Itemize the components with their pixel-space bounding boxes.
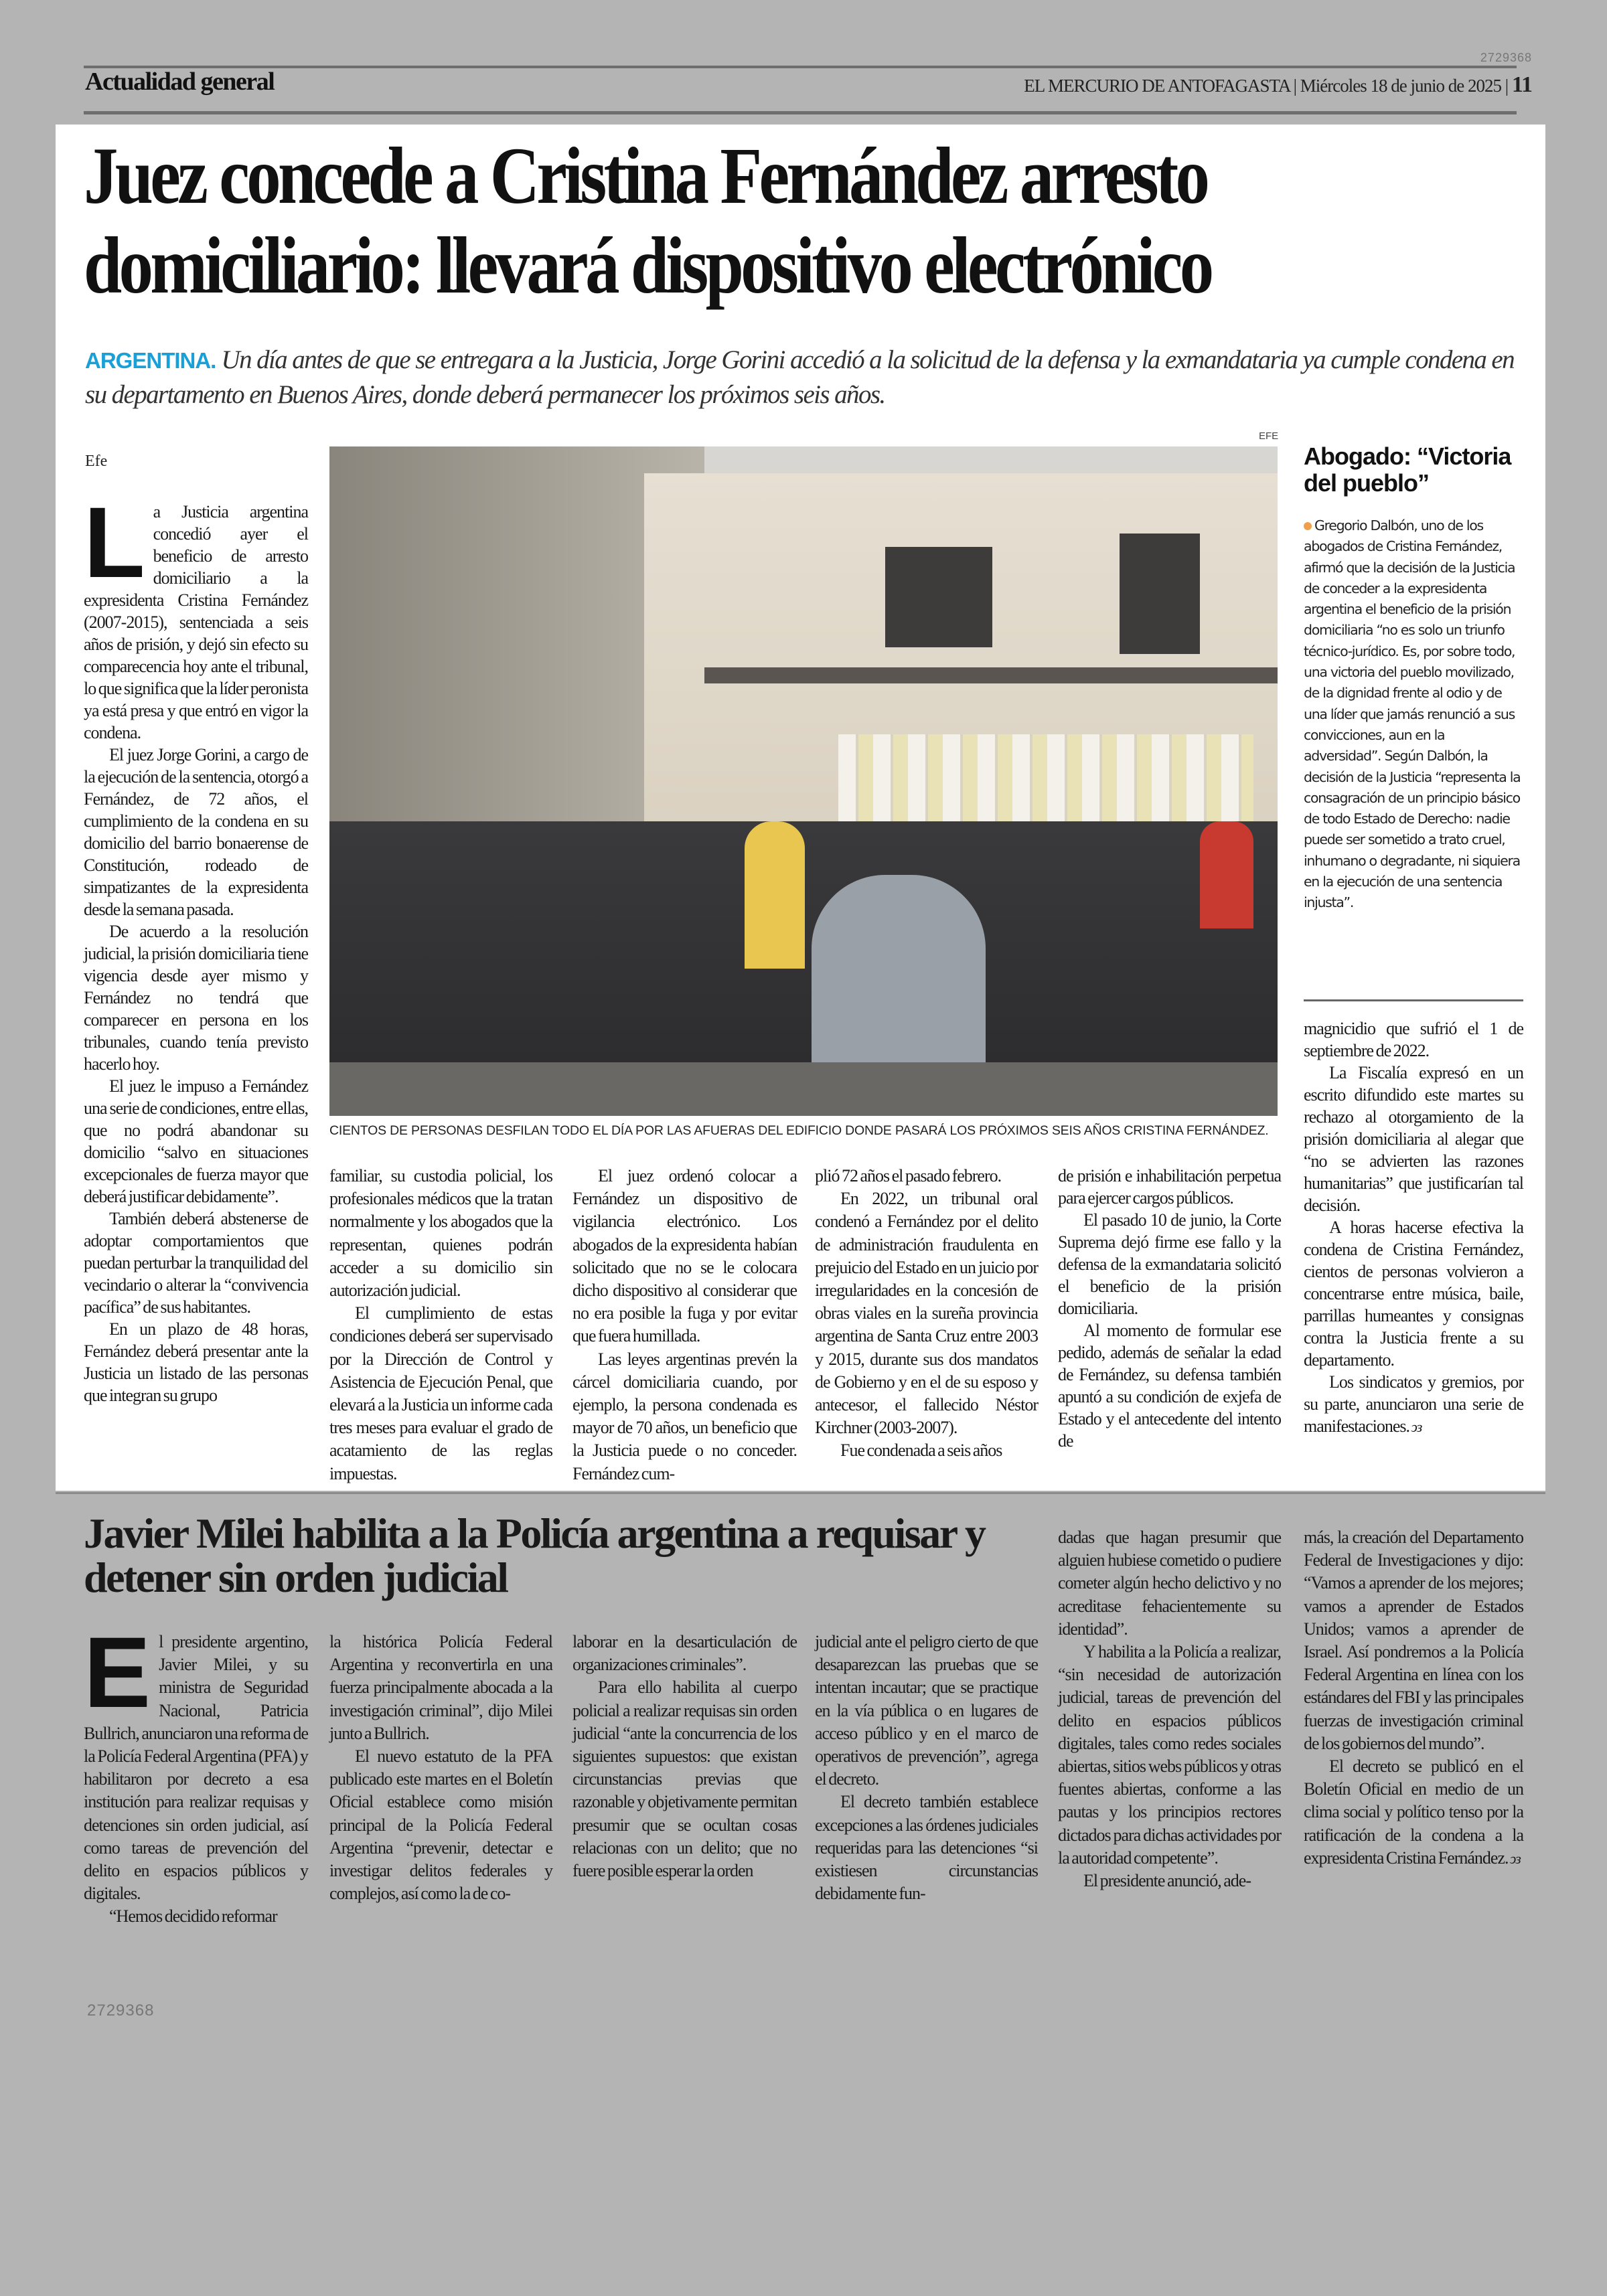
deck-text: Un día antes de que se entregara a la Justicia, Jorge Gorini accedió a la solicitud de la defensa y la exmandataria ya cumple condena en su departamento en Buenos Aires, donde deberá permanecer los próximos seis años. [85, 345, 1515, 409]
article-photo [329, 446, 1278, 1116]
paragraph: la histórica Policía Federal Argentina y reconvertirla en una fuerza principalmente abocada a la investigación criminal”, dijo Milei junto a Bullrich. [329, 1632, 552, 1743]
paragraph: de prisión e inhabilitación perpetua para ejercer cargos públicos. [1058, 1166, 1281, 1208]
paragraph: El decreto se publicó en el Boletín Oficial en medio de un clima social y político tenso por la ratificación de la condena a la expresidenta Cristina Fernández.ↄз [1304, 1756, 1523, 1868]
paragraph: judicial ante el peligro cierto de que desaparezcan las pruebas que se intentan incautar; que se practique en la vía pública o en lugares de acceso público y en el marco de operativos de prevención”, agrega el decreto. [815, 1632, 1038, 1789]
photo-posters [838, 734, 1253, 821]
paragraph: Para ello habilita al cuerpo policial a realizar requisas sin orden judicial “ante la concurrencia de los siguientes supuestos: que existan circunstancias previas que razonable y objetivamente permitan presumir que se ocultan cosas relacionas con un delito; que no fuere posible esperar la orden [572, 1677, 797, 1881]
article-column-2 [329, 1165, 552, 1485]
paragraph: El juez ordenó colocar a Fernández un dispositivo de vigilancia electrónico. Los abogados de la expresidenta habían solicitado que no se le colocara dicho dispositivo al considerar que no era posible la fuga y por evitar que fuera humillada. [572, 1166, 797, 1346]
sidebar-title: Abogado: “Victoria del pueblo” [1304, 442, 1511, 497]
photo-red-jacket [1200, 821, 1253, 928]
paragraph: El presidente anunció, ade- [1083, 1871, 1251, 1891]
drop-cap: E [84, 1616, 151, 1728]
paragraph: También deberá abstenerse de adoptar comportamientos que puedan perturbar la tranquilidad del vecindario o alterar la “convivencia pacífica” de sus habitantes. [84, 1209, 308, 1317]
kicker: ARGENTINA. [85, 348, 216, 373]
drop-cap: L [84, 486, 145, 598]
masthead-text: EL MERCURIO DE ANTOFAGASTA | Miércoles 18 de junio de 2025 | [1024, 76, 1509, 96]
paragraph: dadas que hagan presumir que alguien hubiese cometido o pudiere cometer algún hecho delictivo y no acreditase fehacientemente su identidad”. [1058, 1528, 1281, 1639]
article2-column-1 [84, 1616, 308, 1929]
photo-yellow-jacket [745, 821, 805, 969]
article-column-1 [84, 486, 308, 1406]
paragraph: plió 72 años el pasado febrero. [815, 1166, 1002, 1185]
paragraph: Fue condenada a seis años [840, 1441, 1002, 1461]
article-column-6 [1304, 1017, 1523, 1438]
article2-column-3 [572, 1631, 797, 1882]
paragraph: El nuevo estatuto de la PFA publicado este martes en el Boletín Oficial establece como misión principal de la Policía Federal Argentina “prevenir, detectar e investigar delitos federales y complejos, así como la de co- [329, 1746, 552, 1904]
paragraph: De acuerdo a la resolución judicial, la prisión domiciliaria tiene vigencia desde ayer mismo y Fernández no tendrá que comparecer en persona en los tribunales, cuando tenía previsto hacerlo hoy. [84, 922, 308, 1074]
paragraph: Las leyes argentinas prevén la cárcel domiciliaria cuando, por ejemplo, la persona condenada es mayor de 70 años, un beneficio que la Justicia puede o no conceder. Fernández cum- [572, 1349, 797, 1483]
photo-window [885, 547, 992, 647]
photo-credit: EFE [1259, 430, 1279, 442]
paragraph: En un plazo de 48 horas, Fernández deberá presentar ante la Justicia un listado de las personas que integran su grupo [84, 1319, 308, 1405]
end-mark-icon: ↄз [1509, 1850, 1521, 1867]
paragraph: El juez Jorge Gorini, a cargo de la ejecución de la sentencia, otorgó a Fernández, de 72 años, el cumplimiento de la condena en su domicilio del barrio bonaerense de Constitución, rodeado de simpatizantes de la expresidenta desde la semana pasada. [84, 745, 308, 919]
photo-window-2 [1120, 534, 1200, 654]
article2-headline: Javier Milei habilita a la Policía argentina a requisar y detener sin orden judicial [84, 1509, 985, 1601]
masthead [1024, 72, 1532, 98]
paragraph: El juez le impuso a Fernández una serie de condiciones, entre ellas, que no podrá abandonar su domicilio “salvo en situaciones excepcionales de fuerza mayor que deberá justificar debidamente”. [84, 1076, 308, 1206]
header-top-rule [84, 66, 1517, 68]
article2-column-4 [815, 1631, 1038, 1905]
paragraph: laborar en la desarticulación de organizaciones criminales”. [572, 1632, 797, 1675]
paragraph: más, la creación del Departamento Federal de Investigaciones y dijo: “Vamos a aprender de los mejores; vamos a aprender de Estados Unidos; vamos a aprender de Israel. Así pondremos a la Policía Federal Argentina en línea con los estándares del FBI y las principales fuerzas de investigación criminal de los gobiernos del mundo”. [1304, 1528, 1523, 1753]
article-column-4 [815, 1165, 1038, 1463]
photo-caption: CIENTOS DE PERSONAS DESFILAN TODO EL DÍA POR LAS AFUERAS DEL EDIFICIO DONDE PASARÁ LOS PRÓXIMOS SEIS AÑOS CRISTINA FERNÁNDEZ. [329, 1123, 1269, 1138]
paragraph: La Justicia argentina concedió ayer el beneficio de arresto domiciliario a la expresidenta Cristina Fernández (2007-2015), sentenciada a seis años de prisión, y dejó sin efecto su comparecencia hoy ante el tribunal, lo que significa que la líder peronista ya está presa y que entró en vigor la condena. [84, 486, 308, 742]
watermark-bottom: 2729368 [87, 2001, 155, 2020]
bullet-icon [1304, 522, 1312, 530]
paragraph: Y habilita a la Policía a realizar, “sin necesidad de autorización judicial, tareas de prevención del delito en espacios públicos digitales, tales como redes sociales abiertas, sitios webs públicos y otras fuentes abiertas, conforme a las pautas y los principios rectores dictados para dichas actividades por la autoridad competente”. [1058, 1642, 1281, 1868]
paragraph: Al momento de formular ese pedido, además de señalar la edad de Fernández, su defensa también apuntó a su condición de exjefa de Estado y el antecedente del intento de [1058, 1321, 1281, 1451]
paragraph: En 2022, un tribunal oral condenó a Fernández por el delito de administración fraudulenta en prejuicio del Estado en un juicio por irregularidades en la concesión de obras viales en la sureña provincia argentina de Santa Cruz entre 2003 y 2015, durante sus dos mandatos de Gobierno y en el de su esposo y antecesor, el fallecido Néstor Kirchner (2003-2007). [815, 1189, 1038, 1438]
page-number: 11 [1511, 72, 1532, 97]
article2-column-5 [1058, 1526, 1281, 1892]
paragraph: El presidente argentino, Javier Milei, y su ministra de Seguridad Nacional, Patricia Bullrich, anunciaron una reforma de la Policía Federal Argentina (PFA) y habilitaron por decreto a esa institución para realizar requisas y detenciones sin orden judicial, así como tareas de prevención del delito en espacios públicos y digitales. [84, 1616, 308, 1904]
end-mark-icon: ↄз [1411, 1418, 1422, 1435]
header-bottom-rule [84, 111, 1517, 114]
section-title: Actualidad general [85, 68, 275, 96]
article-column-5 [1058, 1165, 1281, 1452]
article-column-3 [572, 1165, 797, 1485]
paragraph: magnicidio que sufrió el 1 de septiembre de 2022. [1304, 1019, 1523, 1060]
sidebar-body: Gregorio Dalbón, uno de los abogados de Cristina Fernández, afirmó que la decisión de la Justicia de conceder a la expresidenta argentina el beneficio de la prisión domiciliaria “no es solo un triunfo técnico-jurídico. Es, por sobre todo, una victoria del pueblo movilizado, de la dignidad frente al odio y de una líder que jamás renunció a sus convicciones, aun en la adversidad”. Según Dalbón, la decisión de la Justicia “representa la consagración de un principio básico de todo Estado de Derecho: nadie puede ser sometido a trato cruel, inhumano o degradante, ni siquiera en la ejecución de una sentencia injusta”. [1304, 517, 1521, 911]
article-divider [56, 1492, 1545, 1494]
photo-balconies [704, 667, 1278, 683]
article2-column-2 [329, 1631, 552, 1905]
sidebar-rule [1304, 999, 1523, 1001]
paragraph: La Fiscalía expresó en un escrito difundido este martes su rechazo al otorgamiento de la prisión domiciliaria al alegar que “no se advierten las razones humanitarias” que justificarían tal decisión. [1304, 1063, 1523, 1215]
paragraph: Los sindicatos y gremios, por su parte, anunciaron una serie de manifestaciones.ↄз [1304, 1372, 1523, 1436]
article-deck [85, 343, 1531, 412]
photo-street [329, 1062, 1278, 1116]
paragraph: El pasado 10 de junio, la Corte Suprema dejó firme ese fallo y la defensa de la exmandataria solicitó el beneficio de la prisión domiciliaria. [1058, 1210, 1281, 1318]
article-headline: Juez concede a Cristina Fernández arresto domiciliario: llevará dispositivo electrónico [84, 131, 1211, 311]
paragraph: “Hemos decidido reformar [109, 1906, 277, 1926]
paragraph: El cumplimiento de estas condiciones deberá ser supervisado por la Dirección de Control y Asistencia de Ejecución Penal, que elevará a la Justicia un informe cada tres meses para evaluar el grado de acatamiento de las reglas impuestas. [329, 1303, 552, 1483]
paragraph: A horas hacerse efectiva la condena de Cristina Fernández, cientos de personas volvieron a concentrarse entre música, baile, parrillas humeantes y consignas contra la Justicia frente a su departamento. [1304, 1218, 1523, 1370]
watermark-top: 2729368 [1480, 51, 1532, 64]
paragraph: El decreto también establece excepciones a las órdenes judiciales requeridas para las detenciones “si existiesen circunstancias debidamente fun- [815, 1792, 1038, 1904]
article2-column-6 [1304, 1526, 1523, 1870]
paragraph: familiar, su custodia policial, los profesionales médicos que la tratan normalmente y los abogados que la representan, quienes podrán acceder a su domicilio sin autorización judicial. [329, 1166, 552, 1301]
byline: Efe [85, 453, 108, 470]
